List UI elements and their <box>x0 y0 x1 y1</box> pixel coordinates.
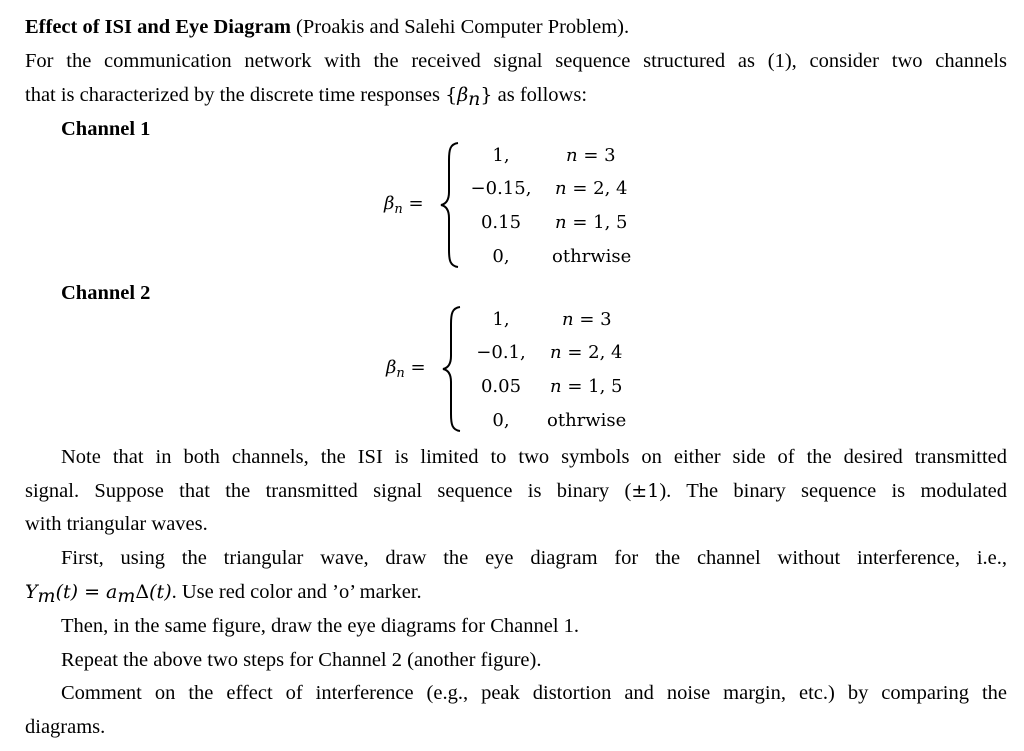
then-line: Then, in the same figure, draw the eye diagrams for Channel 1. <box>61 615 580 637</box>
intro-line-2: that is characterized by the discrete time responses $\{\beta_n\}$ as follows: <box>25 84 588 110</box>
channel-1-lhs: $\beta_n$ = <box>384 193 424 217</box>
channel-2-lhs: $\beta_n$ = <box>386 357 426 381</box>
comment-line-1: Comment on the effect of interference (e.g., peak distortion and noise margin, etc.) by comparing the <box>61 682 1007 704</box>
channel-1-heading: Channel 1 <box>61 118 151 140</box>
channel-2-heading: Channel 2 <box>61 282 151 304</box>
channel-2-case-4-value: 0, <box>492 410 510 431</box>
channel-1-case-2-condition: n = 2, 4 <box>555 178 628 199</box>
channel-2-case-4-condition: othrwise <box>547 410 627 431</box>
channel-1-case-4-condition: othrwise <box>552 246 632 267</box>
note-line-1: Note that in both channels, the ISI is limited to two symbols on either side of the desired transmitted <box>61 446 1007 468</box>
channel-2-brace <box>440 304 466 434</box>
channel-2-case-3-value: 0.05 <box>480 376 522 397</box>
channel-2-case-1-value: 1, <box>492 309 510 330</box>
repeat-line: Repeat the above two steps for Channel 2 (another figure). <box>61 649 542 671</box>
note-line-3: with triangular waves. <box>25 513 208 535</box>
channel-1-brace <box>438 140 464 270</box>
first-line-2: $Y_m(t) = a_m\Delta(t)$. Use red color and ’o’ marker. <box>25 581 422 607</box>
channel-1-case-4-value: 0, <box>492 246 510 267</box>
first-line-1: First, using the triangular wave, draw the eye diagram for the channel without interference, i.e., <box>61 547 1007 569</box>
channel-2-case-1-condition: n = 3 <box>562 309 612 330</box>
channel-1-case-1-value: 1, <box>492 145 510 166</box>
channel-2-case-2-condition: n = 2, 4 <box>550 342 623 363</box>
channel-2-case-2-value: −0.1, <box>476 342 526 363</box>
problem-title <box>25 15 629 39</box>
channel-2-case-3-condition: n = 1, 5 <box>550 376 623 397</box>
channel-1-case-3-value: 0.15 <box>480 212 522 233</box>
channel-1-case-1-condition: n = 3 <box>566 145 616 166</box>
title-rest: (Proakis and Salehi Computer Problem). <box>290 16 630 38</box>
comment-line-2: diagrams. <box>25 716 106 738</box>
intro-line-1: For the communication network with the received signal sequence structured as (1), consider two channels <box>25 50 1007 72</box>
title-bold: Effect of ISI and Eye Diagram <box>25 16 291 38</box>
note-line-2: signal. Suppose that the transmitted signal sequence is binary (±1). The binary sequence is modulated <box>25 480 1007 502</box>
channel-1-case-2-value: −0.15, <box>470 178 532 199</box>
channel-1-case-3-condition: n = 1, 5 <box>555 212 628 233</box>
